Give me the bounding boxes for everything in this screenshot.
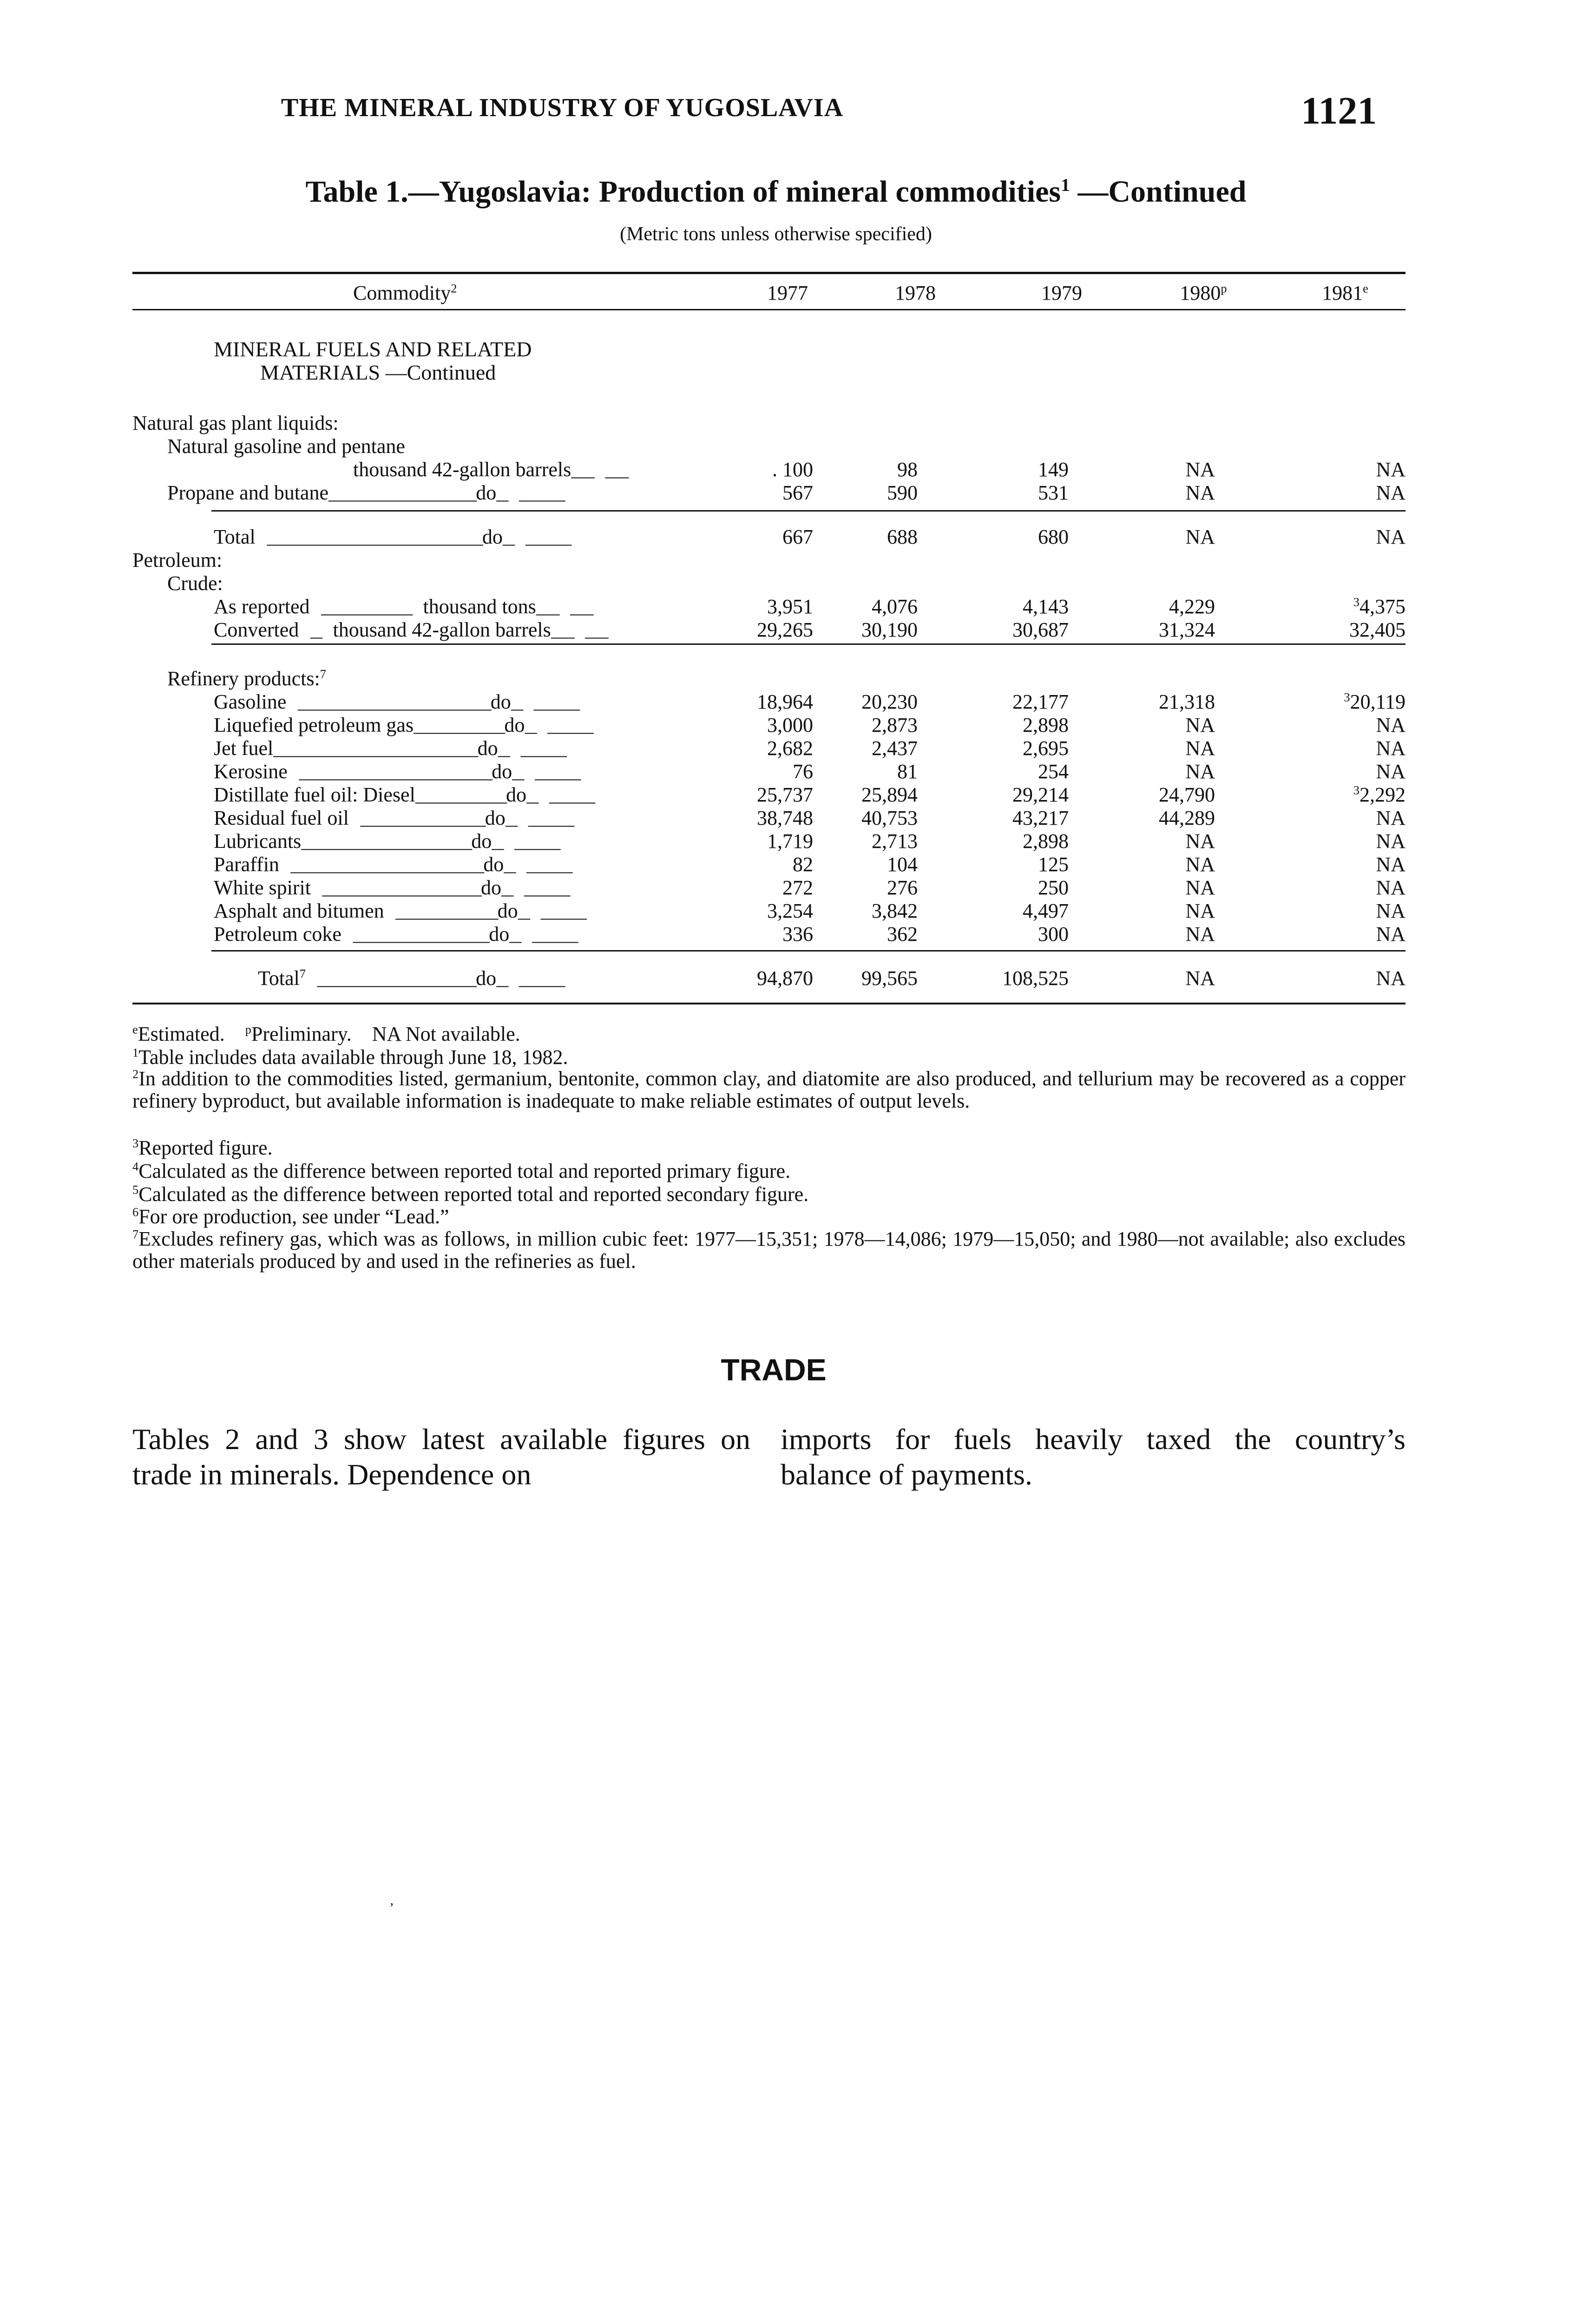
table-title-footnote-mark: 1: [1061, 175, 1070, 195]
footnote-text: Calculated as the difference between reported total and reported secondary figure.: [138, 1183, 809, 1206]
header-year-mark: p: [1221, 281, 1227, 295]
leader-dots: ____________: [341, 924, 489, 947]
row-label-text: Kerosine: [214, 760, 288, 783]
leader-dots: _____________: [328, 483, 476, 506]
cell-ngl-1981: NA: [1376, 458, 1406, 481]
leader-dots: _ ____: [496, 483, 565, 506]
header-year-1980: [1134, 281, 1273, 305]
cell-1977: 272: [782, 876, 813, 899]
legend-preliminary: Preliminary.: [251, 1023, 352, 1045]
cell-ngl-total-1979: 680: [1038, 525, 1069, 548]
leader-dots: _ ____: [498, 738, 566, 761]
leader-dots: _________________: [286, 692, 491, 715]
leader-dots: _ ____: [492, 831, 560, 854]
cell-1979: 2,695: [1023, 737, 1069, 760]
cell-crude-converted-1981: 32,405: [1349, 618, 1406, 641]
section-heading-trade: TRADE: [721, 1352, 827, 1387]
row-label: [214, 899, 586, 924]
cell-1978: 81: [897, 760, 918, 783]
cell-crude-reported-1979: 4,143: [1023, 595, 1069, 618]
legend-spacer: [225, 1023, 245, 1045]
row-label-propane-butane: [167, 481, 565, 506]
footnote-text: Reported figure.: [138, 1136, 273, 1159]
legend-estimated: Estimated.: [138, 1023, 225, 1045]
header-year-label: 1980: [1180, 282, 1221, 304]
ngl-subheading: Natural gasoline and pentane: [167, 435, 405, 458]
cell-1978: 20,230: [861, 690, 918, 713]
row-label-text: Jet fuel: [214, 737, 274, 760]
leader-dots: __ __: [536, 597, 593, 620]
cell-1977: 38,748: [757, 807, 813, 829]
cell-1977: 25,737: [757, 783, 813, 806]
cell-1981: NA: [1376, 853, 1406, 876]
cell-ngl-total-1980: NA: [1185, 525, 1215, 548]
cell-propane-1977: 567: [782, 481, 813, 504]
cell-ngl-1979: 149: [1038, 458, 1069, 481]
cell-1979: 2,898: [1023, 830, 1069, 853]
cell-1981: NA: [1376, 876, 1406, 899]
cell-crude-converted-1980: 31,324: [1159, 618, 1215, 641]
header-year-1981: [1275, 281, 1415, 305]
row-unit: do: [476, 967, 497, 990]
row-unit: do: [497, 899, 518, 922]
cell-1980: 24,790: [1159, 783, 1215, 806]
row-label-text: Distillate fuel oil: Diesel: [214, 783, 415, 806]
header-commodity-label: Commodity: [353, 282, 451, 304]
cell-1977: 1,719: [767, 830, 813, 853]
leader-dots: _________________: [279, 854, 484, 878]
cell-footnote-mark: 3: [1353, 595, 1360, 609]
cell-crude-converted-1979: 30,687: [1012, 618, 1069, 641]
cell-1977: 18,964: [757, 690, 813, 713]
footnote-2: [132, 1068, 1406, 1112]
cell-1981: NA: [1376, 899, 1406, 922]
leader-dots: _: [299, 620, 333, 643]
leader-dots: _ ____: [501, 878, 570, 901]
row-label-text: Petroleum coke: [214, 923, 342, 945]
footnote-5: [132, 1182, 808, 1206]
row-unit: do: [489, 923, 510, 945]
footnote-1: [132, 1045, 568, 1069]
refinery-heading: [167, 667, 326, 690]
cell-1980: NA: [1185, 923, 1215, 945]
row-unit: thousand 42-gallon barrels: [333, 618, 551, 641]
cell-1978: 362: [887, 923, 918, 945]
footnote-text: Table includes data available through June 18, 1982.: [138, 1046, 568, 1069]
leader-dots: _ ____: [496, 968, 565, 991]
cell-1977: 3,254: [767, 899, 813, 922]
footnote-text: In addition to the commodities listed, germanium, bentonite, common clay, and diatomite are also produced, and tellurium may be recovered as a copper refinery byproduct, but available information is inadequate to make reliable estimates of output levels.: [132, 1067, 1406, 1112]
footnote-7: [132, 1228, 1406, 1273]
cell-1980: NA: [1185, 714, 1215, 736]
header-year-label: 1981: [1322, 282, 1363, 304]
footnote-3: [132, 1136, 273, 1160]
cell-footnote-mark: 3: [1353, 783, 1360, 797]
refinery-subtotal-rule: [211, 950, 1406, 952]
leader-dots: _ ____: [509, 924, 578, 947]
row-label-text: As reported: [214, 595, 310, 618]
leader-dots: ___________: [348, 808, 485, 831]
cell-crude-reported-1978: 4,076: [872, 595, 918, 618]
refinery-heading-footnote-mark: 7: [320, 667, 326, 681]
cell-refinery-total-1981: NA: [1376, 967, 1406, 990]
cell-1980: NA: [1185, 830, 1215, 853]
cell-1977: 3,000: [767, 714, 813, 736]
cell-propane-1980: NA: [1185, 481, 1215, 504]
subtotal-rule: [211, 510, 1406, 512]
cell-propane-1981: NA: [1376, 481, 1406, 504]
row-label: [214, 783, 594, 808]
row-label-text: Liquefied petroleum gas: [214, 714, 414, 736]
cell-crude-reported-1981: [1266, 595, 1406, 618]
cell-1978: 276: [887, 876, 918, 899]
cell-refinery-total-1978: 99,565: [861, 967, 918, 990]
cell-1979: 125: [1038, 853, 1069, 876]
legend-not-available: NA Not available.: [372, 1023, 520, 1045]
leader-dots: _ ____: [511, 692, 579, 715]
cell-crude-converted-1978: 30,190: [861, 618, 918, 641]
cell-ngl-total-1978: 688: [887, 525, 918, 548]
cell-1980: NA: [1185, 853, 1215, 876]
cell-1978: 2,713: [872, 830, 918, 853]
footnote-6: [132, 1205, 449, 1228]
leader-dots: _ ____: [505, 808, 574, 831]
row-label-ngl-total: [214, 525, 571, 550]
rule-table-bottom: [132, 1003, 1406, 1004]
crude-heading: Crude:: [167, 572, 223, 595]
row-unit: do: [482, 525, 503, 548]
header-year-label: 1978: [895, 282, 936, 304]
cell-1979: 29,214: [1012, 783, 1069, 806]
cell-1979: 250: [1038, 876, 1069, 899]
row-label: [214, 876, 569, 901]
cell-crude-reported-1980: 4,229: [1169, 595, 1215, 618]
cell-1978: 25,894: [861, 783, 918, 806]
row-label-text: Total: [258, 967, 300, 990]
footnote-mark: 7: [132, 1227, 139, 1241]
footnote-mark: 1: [132, 1045, 139, 1060]
cell-1978: 2,873: [872, 714, 918, 736]
page-number: 1121: [1301, 89, 1377, 132]
leader-dots: _ ____: [525, 715, 593, 738]
footnote-mark: 3: [132, 1136, 139, 1150]
footnote-text: Calculated as the difference between reported total and reported primary figure.: [138, 1160, 791, 1182]
running-head: THE MINERAL INDUSTRY OF YUGOSLAVIA: [281, 93, 844, 122]
row-label-text: Gasoline: [214, 690, 287, 713]
leader-dots: _ ____: [518, 901, 586, 924]
cell-crude-reported-1977: 3,951: [767, 595, 813, 618]
cell-1980: NA: [1185, 737, 1215, 760]
footnote-mark: 6: [132, 1205, 139, 1219]
header-commodity-footnote-mark: 2: [451, 281, 457, 295]
rule-top-thick: [132, 272, 1406, 274]
legend-spacer: [352, 1023, 372, 1045]
leader-dots: _______________: [301, 831, 472, 854]
cell-1979: 2,898: [1023, 714, 1069, 736]
petroleum-heading: Petroleum:: [132, 549, 223, 571]
row-label-text: Propane and butane: [167, 481, 328, 504]
ngl-unit-text: thousand 42-gallon barrels: [353, 458, 571, 481]
table-title-continued: —Continued: [1070, 175, 1247, 209]
cell-1977: 336: [782, 923, 813, 945]
cell-1980: NA: [1185, 760, 1215, 783]
section-heading-line-2: MATERIALS —Continued: [260, 361, 496, 384]
row-label-footnote-mark: 7: [299, 966, 306, 981]
row-unit: do: [490, 690, 511, 713]
leader-dots: ________: [309, 597, 423, 620]
cell-value: 2,292: [1360, 783, 1406, 806]
cell-1981: NA: [1376, 737, 1406, 760]
row-unit: do: [504, 714, 525, 736]
cell-1979: 4,497: [1023, 899, 1069, 922]
trade-paragraph-left: Tables 2 and 3 show latest available figures on trade in minerals. Dependence on: [132, 1423, 750, 1491]
row-unit: do: [471, 830, 492, 853]
cell-ngl-1980: NA: [1185, 458, 1215, 481]
cell-1977: 76: [793, 760, 813, 783]
row-label: [214, 829, 560, 854]
footnote-text: For ore production, see under “Lead.”: [138, 1205, 449, 1228]
leader-dots: _________: [384, 901, 498, 924]
row-unit: do: [506, 783, 527, 806]
cell-1980: NA: [1185, 899, 1215, 922]
cell-1979: 43,217: [1012, 807, 1069, 829]
row-unit: do: [477, 737, 498, 760]
cell-1981: NA: [1376, 760, 1406, 783]
row-unit: thousand tons: [423, 595, 536, 618]
header-year-label: 1979: [1041, 282, 1082, 304]
crude-rule: [211, 643, 1406, 645]
cell-1981: NA: [1376, 923, 1406, 945]
row-unit: do: [483, 853, 504, 876]
cell-1977: 2,682: [767, 737, 813, 760]
table-title: [0, 174, 1552, 210]
footnote-4: [132, 1159, 790, 1183]
header-commodity: [353, 281, 457, 305]
leader-dots: ______________: [310, 878, 481, 901]
cell-1978: 104: [887, 853, 918, 876]
row-label-text: Lubricants: [214, 830, 302, 853]
legend-mark: e: [132, 1022, 138, 1037]
footnote-mark: 5: [132, 1182, 139, 1197]
rule-header-bottom: [132, 309, 1406, 310]
row-label-text: Asphalt and bitumen: [214, 899, 384, 922]
header-year-mark: e: [1363, 281, 1368, 295]
cell-1981: NA: [1376, 830, 1406, 853]
leader-dots: __________________: [273, 738, 478, 761]
cell-1979: 300: [1038, 923, 1069, 945]
cell-1981: NA: [1376, 807, 1406, 829]
leader-dots: _________________: [287, 761, 492, 785]
row-label: [214, 713, 593, 738]
cell-1981: [1266, 783, 1406, 807]
leader-dots: __ __: [551, 620, 608, 643]
cell-1980: 44,289: [1159, 807, 1215, 829]
row-label-text: Residual fuel oil: [214, 807, 349, 829]
row-unit: do: [476, 481, 497, 504]
cell-1980: 21,318: [1159, 690, 1215, 713]
row-label: [214, 736, 566, 761]
cell-ngl-1977: . 100: [772, 458, 813, 481]
leader-dots: _ ____: [502, 527, 571, 550]
cell-1981: [1266, 690, 1406, 714]
cell-refinery-total-1980: NA: [1185, 967, 1215, 990]
footnote-text: Excludes refinery gas, which was as follows, in million cubic feet: 1977—15,351; 1978—14,086; 1979—15,050; and 1980—not available; also excludes other materials produced by and used in the refineries as fuel.: [132, 1227, 1406, 1273]
row-label-crude-as-reported: [214, 595, 593, 620]
row-label: [214, 806, 573, 831]
header-year-1977: [718, 281, 857, 305]
row-label-text: Total: [214, 525, 256, 548]
cell-footnote-mark: 3: [1344, 690, 1350, 704]
cell-value: 4,375: [1360, 595, 1406, 618]
cell-value: 20,119: [1350, 690, 1406, 713]
header-year-label: 1977: [767, 282, 808, 304]
row-label: [214, 760, 580, 785]
row-label-text: Paraffin: [214, 853, 279, 876]
cell-1979: 22,177: [1012, 690, 1069, 713]
row-label-text: White spirit: [214, 876, 311, 899]
section-heading-line-1: MINERAL FUELS AND RELATED: [214, 337, 532, 361]
leader-dots: ________: [415, 785, 506, 808]
leader-dots: _ ____: [526, 785, 595, 808]
row-label: [214, 690, 579, 715]
cell-1979: 254: [1038, 760, 1069, 783]
ngl-unit: [353, 458, 628, 483]
ngl-heading: Natural gas plant liquids:: [132, 412, 339, 434]
cell-1981: NA: [1376, 714, 1406, 736]
row-label-refinery-total: [258, 966, 565, 991]
cell-1978: 3,842: [872, 899, 918, 922]
row-unit: do: [485, 807, 506, 829]
cell-propane-1979: 531: [1038, 481, 1069, 504]
leader-dots: ______________: [306, 968, 476, 991]
leader-dots: _ ____: [504, 854, 572, 878]
leader-dots: __ __: [571, 459, 628, 483]
cell-ngl-total-1981: NA: [1376, 525, 1406, 548]
row-label: [214, 922, 578, 947]
cell-crude-converted-1977: 29,265: [757, 618, 813, 641]
cell-1977: 82: [793, 853, 813, 876]
stray-mark: ’: [389, 1900, 394, 1916]
row-label-text: Converted: [214, 618, 299, 641]
leader-dots: ________: [414, 715, 505, 738]
leader-dots: _ ____: [512, 761, 580, 785]
header-year-1979: [992, 281, 1131, 305]
row-unit: do: [481, 876, 502, 899]
leader-dots: ___________________: [255, 527, 482, 550]
footnote-mark: 2: [132, 1067, 139, 1081]
cell-ngl-1978: 98: [897, 458, 918, 481]
row-unit: do: [492, 760, 512, 783]
trade-paragraph-right: imports for fuels heavily taxed the country’s balance of payments.: [781, 1423, 1406, 1491]
cell-ngl-total-1977: 667: [782, 525, 813, 548]
refinery-heading-text: Refinery products:: [167, 667, 320, 690]
cell-refinery-total-1979: 108,525: [1002, 967, 1069, 990]
footnote-legend: [132, 1022, 520, 1046]
cell-1978: 2,437: [872, 737, 918, 760]
cell-1980: NA: [1185, 876, 1215, 899]
cell-1978: 40,753: [861, 807, 918, 829]
row-label: [214, 853, 572, 878]
header-year-1978: [846, 281, 985, 305]
cell-refinery-total-1977: 94,870: [757, 967, 813, 990]
table-subtitle: (Metric tons unless otherwise specified): [620, 223, 932, 245]
table-title-text: Table 1.—Yugoslavia: Production of mineral commodities: [305, 175, 1061, 209]
row-label-crude-converted: [214, 618, 608, 643]
footnote-mark: 4: [132, 1159, 139, 1174]
cell-propane-1978: 590: [887, 481, 918, 504]
legend-mark: p: [245, 1022, 251, 1037]
